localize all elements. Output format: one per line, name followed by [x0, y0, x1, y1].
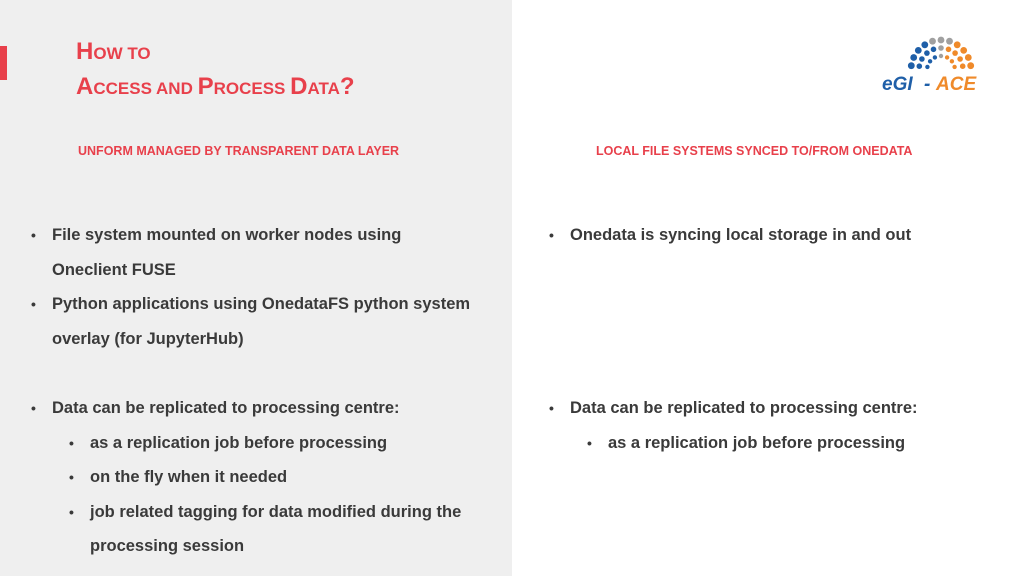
- logo-dot: [938, 45, 944, 51]
- title-line-2: [76, 75, 355, 99]
- logo-text-dash: -: [924, 74, 931, 95]
- list-item-text: as a replication job before processing: [608, 433, 906, 452]
- logo-dot: [945, 55, 949, 59]
- title-initial: A: [76, 73, 94, 100]
- title-rest: ATA: [307, 79, 340, 98]
- logo-dot: [939, 54, 943, 58]
- bullet-icon: •: [69, 434, 74, 451]
- bullet-icon: •: [31, 296, 36, 313]
- slide-title: [76, 40, 355, 99]
- list-item-text: job related tagging for data modified during the: [90, 502, 462, 521]
- list-item: [546, 391, 986, 426]
- logo-dot: [967, 62, 974, 69]
- logo-dot: [952, 65, 956, 69]
- bullet-icon: •: [31, 399, 36, 416]
- list-item-text: Data can be replicated to processing centre:: [570, 398, 918, 417]
- bullet-icon: •: [549, 227, 554, 243]
- title-rest: CCESS: [93, 79, 152, 98]
- list-item: [28, 391, 498, 426]
- title-line-1: [76, 40, 355, 64]
- logo-dot: [965, 54, 972, 61]
- logo-dot: [957, 56, 963, 62]
- list-item: [546, 218, 986, 253]
- bullet-icon: •: [31, 227, 36, 243]
- logo-dot: [925, 65, 929, 69]
- bullet-icon: •: [69, 469, 74, 486]
- list-item: [28, 287, 498, 322]
- list-item-text: File system mounted on worker nodes using: [52, 226, 402, 244]
- list-item: [28, 253, 498, 288]
- logo-dot: [924, 50, 930, 56]
- list-item: [28, 322, 498, 357]
- egi-ace-logo: [880, 18, 1002, 96]
- title-initial: ?: [339, 73, 355, 100]
- list-item-text: Python applications using OnedataFS python system: [52, 295, 471, 314]
- logo-text-left: eGI: [882, 74, 913, 95]
- logo-dot: [908, 62, 915, 69]
- title-initial: D: [290, 73, 308, 100]
- title-rest: OW TO: [93, 44, 151, 63]
- logo-dot: [952, 50, 958, 56]
- left-bullet-list: [28, 218, 498, 564]
- list-item-text: processing session: [90, 537, 245, 556]
- logo-dot: [929, 38, 936, 45]
- logo-dot: [960, 47, 967, 54]
- bullet-icon: •: [549, 399, 554, 416]
- list-item-text: Data can be replicated to processing centre:: [52, 398, 400, 417]
- list-item: [28, 495, 498, 530]
- logo-dot: [946, 47, 952, 53]
- list-item: [28, 356, 498, 391]
- right-bullet-list: [546, 218, 986, 460]
- title-initial: P: [197, 73, 214, 100]
- list-item-text: Oneclient FUSE: [52, 260, 176, 279]
- list-item-text: overlay (for JupyterHub): [52, 329, 244, 348]
- list-item: [546, 287, 986, 322]
- list-item: [28, 460, 498, 495]
- logo-dot: [931, 47, 937, 53]
- logo-dot: [910, 54, 917, 61]
- logo-dot: [938, 37, 945, 44]
- logo-dot: [917, 63, 923, 69]
- bullet-icon: •: [69, 503, 74, 520]
- title-rest: AND: [151, 79, 198, 98]
- list-item: [546, 426, 986, 461]
- title-rest: ROCESS: [213, 79, 286, 98]
- list-item: [546, 253, 986, 288]
- list-item-text: on the fly when it needed: [90, 468, 288, 487]
- title-initial: H: [76, 38, 94, 65]
- list-item-text: as a replication job before processing: [90, 433, 388, 452]
- list-item: [546, 322, 986, 357]
- logo-dot: [915, 47, 922, 54]
- logo-dot: [933, 55, 937, 59]
- logo-dot: [960, 63, 966, 69]
- list-item: [28, 426, 498, 461]
- list-item: [546, 356, 986, 391]
- right-subheading: LOCAL FILE SYSTEMS SYNCED TO/FROM ONEDATA: [596, 144, 913, 158]
- logo-dot: [954, 41, 961, 48]
- logo-dot: [921, 41, 928, 48]
- logo-dot: [919, 56, 925, 62]
- logo-text-right: ACE: [936, 74, 977, 95]
- logo-dot: [950, 59, 954, 63]
- logo-dot: [946, 38, 953, 45]
- list-item-text: Onedata is syncing local storage in and out: [570, 226, 912, 244]
- left-subheading: UNFORM MANAGED BY TRANSPARENT DATA LAYER: [78, 144, 400, 158]
- list-item: [28, 529, 498, 564]
- logo-dot: [928, 59, 932, 63]
- accent-bar: [0, 46, 7, 80]
- bullet-icon: •: [587, 434, 592, 451]
- list-item: [28, 218, 498, 253]
